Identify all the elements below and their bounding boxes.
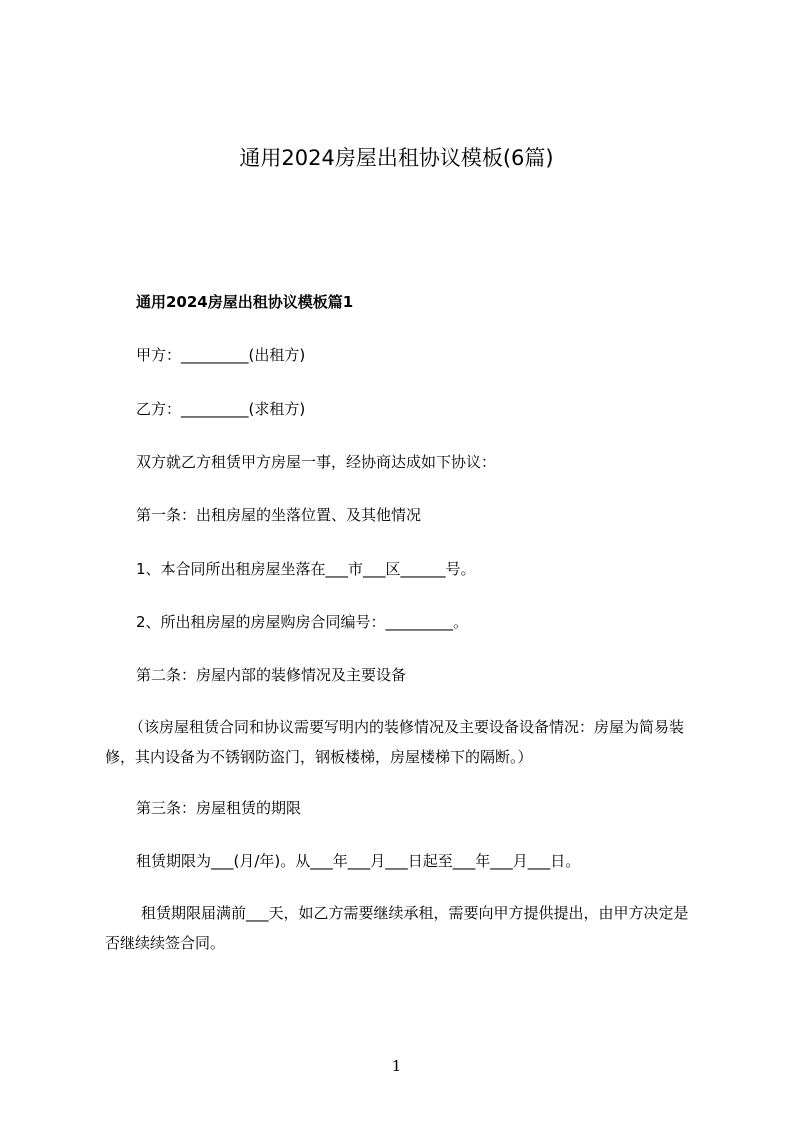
document-title: 通用2024房屋出租协议模板(6篇) (239, 146, 554, 170)
article-3-title: 第三条：房屋租赁的期限 (136, 799, 302, 817)
article-3-renewal: 租赁期限届满前___天，如乙方需要继续承租，需要向甲方提供提出，由甲方决定是否继续续签合同。 (105, 904, 689, 952)
section-heading: 通用2024房屋出租协议模板篇1 (136, 293, 354, 311)
article-1-item-2: 2、所出租房屋的房屋购房合同编号：_________。 (136, 613, 469, 631)
article-2-title: 第二条：房屋内部的装修情况及主要设备 (136, 666, 407, 684)
intro-paragraph: 双方就乙方租赁甲方房屋一事，经协商达成如下协议： (136, 453, 497, 471)
article-1-item-1: 1、本合同所出租房屋坐落在___市___区______号。 (136, 560, 476, 578)
page-number: 1 (391, 1057, 402, 1075)
party-b-line: 乙方：_________(求租方) (136, 400, 306, 418)
article-1-title: 第一条：出租房屋的坐落位置、及其他情况 (136, 506, 422, 524)
article-3-term: 租赁期限为___(月/年)。从___年___月___日起至___年___月___日。 (136, 852, 581, 870)
article-2-body: （该房屋租赁合同和协议需要写明内的装修情况及主要设备设备情况：房屋为简易装修，其内设备为不锈钢防盗门，钢板楼梯，房屋楼梯下的隔断。） (105, 718, 685, 766)
party-a-line: 甲方：_________(出租方) (136, 346, 306, 364)
